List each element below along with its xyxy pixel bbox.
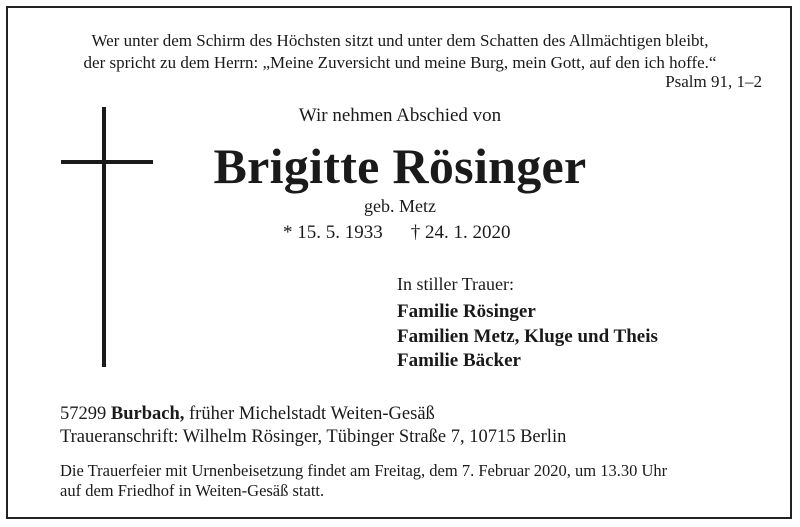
mourning-address: Traueranschrift: Wilhelm Rösinger, Tübinger Straße 7, 10715 Berlin bbox=[60, 427, 567, 447]
farewell-intro: Wir nehmen Abschied von bbox=[298, 105, 502, 126]
deceased-name: Brigitte Rösinger bbox=[213, 138, 587, 194]
verse-line-1: Wer unter dem Schirm des Höchsten sitzt und unter dem Schatten des Allmächtigen bleibt, bbox=[91, 31, 709, 50]
birth-date: * 15. 5. 1933 bbox=[283, 222, 383, 243]
life-dates bbox=[283, 222, 511, 244]
service-line-1: Die Trauerfeier mit Urnenbeisetzung findet am Freitag, dem 7. Februar 2020, um 13.30 Uhr bbox=[60, 461, 668, 480]
service-line-2: auf dem Friedhof in Weiten-Gesäß statt. bbox=[60, 481, 325, 500]
postal-code: 57299 bbox=[60, 404, 107, 424]
mourners-intro: In stiller Trauer: bbox=[397, 274, 514, 294]
former-town: früher Michelstadt Weiten-Gesäß bbox=[189, 404, 435, 424]
residence-line bbox=[60, 404, 435, 425]
mourner-family: Familien Metz, Kluge und Theis bbox=[397, 326, 658, 347]
town: Burbach, bbox=[110, 404, 185, 424]
birth-name: geb. Metz bbox=[364, 196, 436, 216]
mourner-family: Familie Rösinger bbox=[397, 301, 536, 322]
death-date: † 24. 1. 2020 bbox=[410, 222, 511, 243]
verse-reference: Psalm 91, 1–2 bbox=[665, 72, 762, 91]
verse-line-2: der spricht zu dem Herrn: „Meine Zuversicht und meine Burg, mein Gott, auf den ich hoffe.“ bbox=[83, 53, 717, 72]
mourner-family: Familie Bäcker bbox=[397, 350, 521, 371]
